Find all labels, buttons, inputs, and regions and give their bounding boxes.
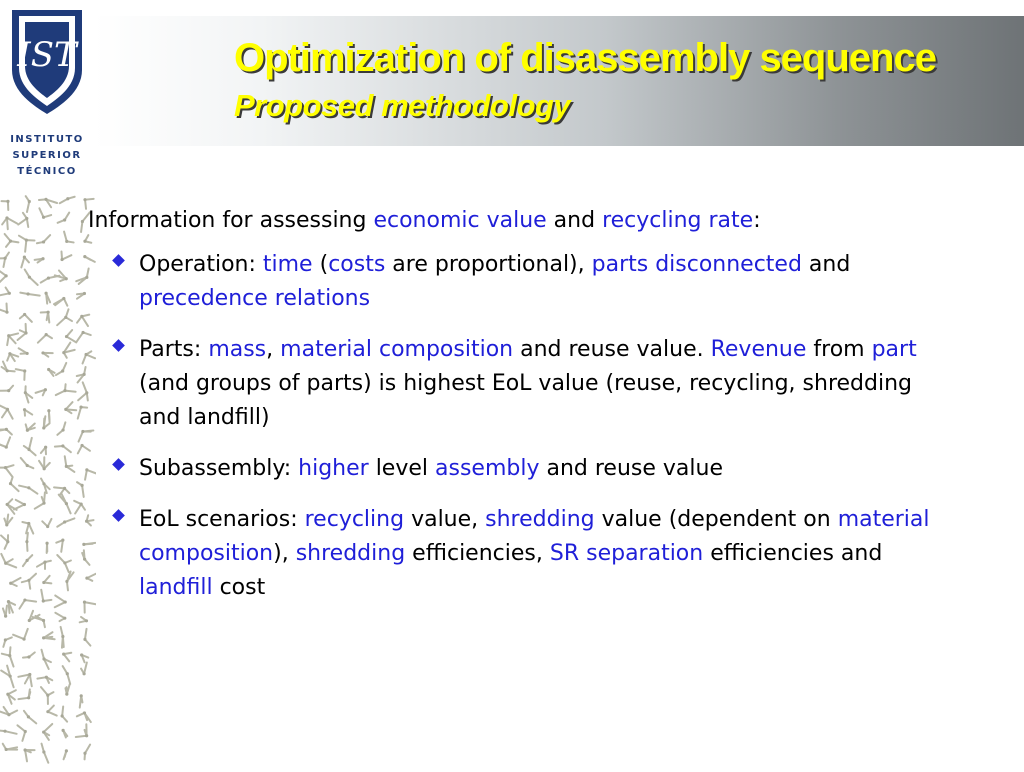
text-segment: and reuse value.	[513, 337, 710, 362]
diamond-icon	[112, 339, 125, 352]
text-segment: (	[313, 252, 329, 277]
highlighted-term: time	[263, 252, 313, 277]
highlighted-term: shredding	[296, 541, 405, 566]
text-segment: and	[547, 208, 602, 233]
text-segment: :	[753, 208, 760, 233]
intro-text	[88, 204, 988, 238]
text-segment: value (dependent on	[595, 507, 838, 532]
text-segment: value,	[404, 507, 485, 532]
highlighted-term: SR separation	[550, 541, 703, 566]
text-segment: and	[802, 252, 850, 277]
highlighted-term: landfill	[139, 575, 213, 600]
molecule-pattern-icon	[0, 195, 96, 768]
decorative-pattern-strip	[0, 195, 96, 768]
slide-content	[88, 204, 988, 622]
highlighted-term: material composition	[280, 337, 513, 362]
highlighted-term: material composition	[139, 507, 930, 566]
bullet-item	[88, 248, 934, 316]
text-segment: ,	[266, 337, 280, 362]
text-segment: Parts:	[139, 337, 208, 362]
slide-title: Optimization of disassembly sequence	[234, 36, 936, 81]
highlighted-term: costs	[328, 252, 385, 277]
text-segment: (and groups of parts) is highest EoL value (reuse, recycling, shredding and landfill)	[139, 371, 912, 430]
bullet-list	[88, 248, 988, 605]
text-segment: ),	[273, 541, 296, 566]
diamond-icon	[112, 458, 125, 471]
text-segment: are proportional),	[385, 252, 591, 277]
text-segment: Subassembly:	[139, 456, 298, 481]
highlighted-term: Revenue	[711, 337, 807, 362]
slide-subtitle: Proposed methodology	[234, 88, 570, 124]
text-segment: cost	[213, 575, 266, 600]
shield-icon	[10, 8, 84, 116]
text-segment: level	[369, 456, 435, 481]
logo-letters: IST	[16, 35, 79, 75]
text-segment: and reuse value	[539, 456, 723, 481]
highlighted-term: recycling	[305, 507, 404, 532]
highlighted-term: mass	[208, 337, 266, 362]
text-segment: from	[806, 337, 871, 362]
bullet-item	[88, 452, 934, 486]
institution-name-line-3: TÉCNICO	[0, 166, 94, 177]
bullet-item	[88, 503, 934, 605]
highlighted-term: recycling rate	[602, 208, 753, 233]
institution-name-line-2: SUPERIOR	[0, 150, 94, 161]
diamond-icon	[112, 509, 125, 522]
highlighted-term: economic value	[373, 208, 546, 233]
highlighted-term: precedence relations	[139, 286, 370, 311]
institution-name-line-1: INSTITUTO	[0, 134, 94, 145]
highlighted-term: part	[872, 337, 917, 362]
bullet-item	[88, 333, 934, 435]
highlighted-term: assembly	[435, 456, 539, 481]
text-segment: efficiencies and	[703, 541, 882, 566]
text-segment: efficiencies,	[405, 541, 550, 566]
text-segment: EoL scenarios:	[139, 507, 305, 532]
highlighted-term: higher	[298, 456, 369, 481]
text-segment: Operation:	[139, 252, 263, 277]
institution-logo	[0, 0, 94, 195]
text-segment: Information for assessing	[88, 208, 373, 233]
highlighted-term: shredding	[485, 507, 594, 532]
diamond-icon	[112, 254, 125, 267]
highlighted-term: parts disconnected	[592, 252, 802, 277]
